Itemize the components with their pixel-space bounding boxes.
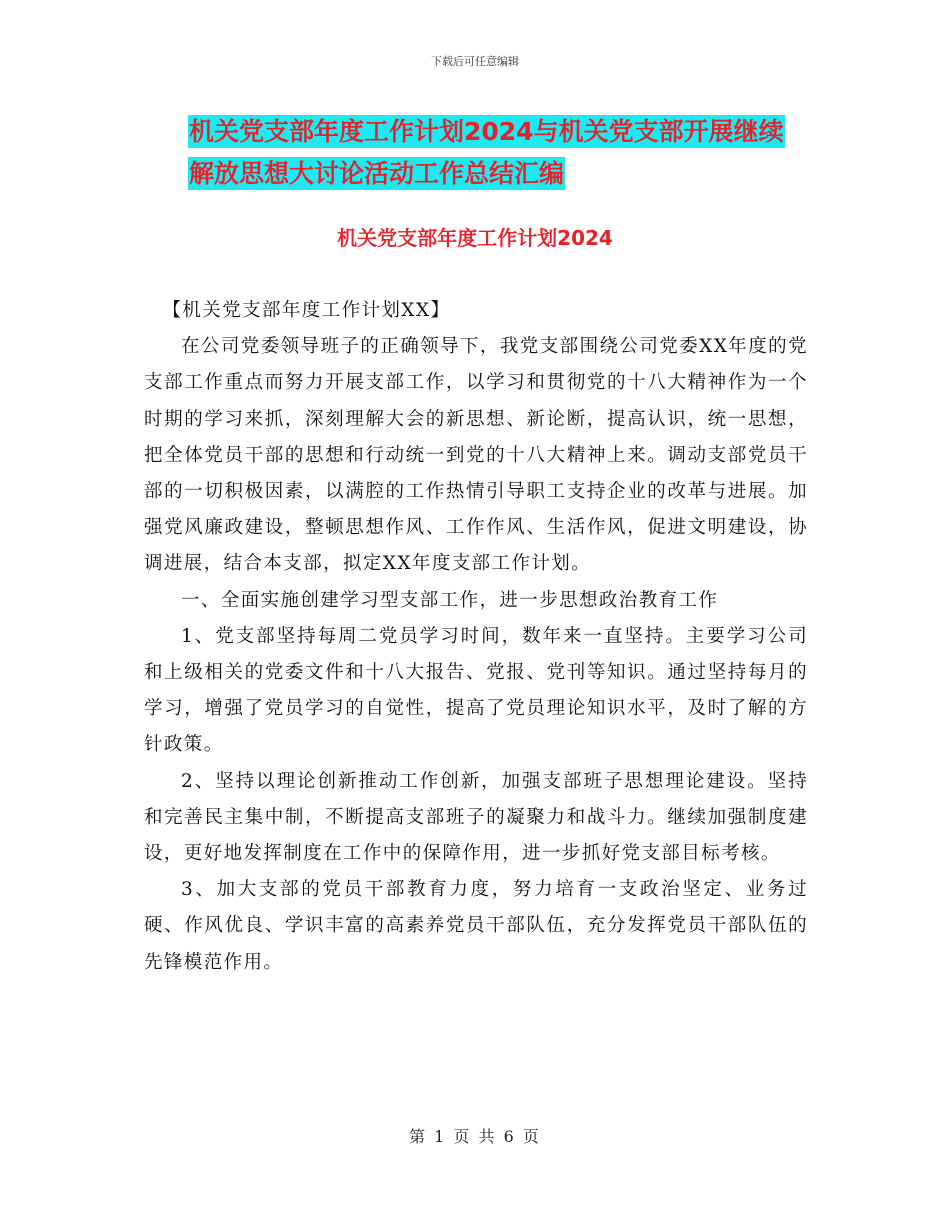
document-title-text-1: 机关党支部年度工作计划2024与机关党支部开展继续 (189, 117, 784, 146)
paragraph-subtitle: 【机关党支部年度工作计划XX】 (162, 300, 451, 321)
header-note: 下载后可任意编辑 (431, 55, 519, 68)
paragraph-heading-1: 一、全面实施创建学习型支部工作，进一步思想政治教育工作 (181, 589, 719, 611)
section-title: 机关党支部年度工作计划2024 (337, 226, 613, 250)
paragraph-item-3: 3、加大支部的党员干部教育力度，努力培育一支政治坚定、业务过硬、作风优良、学识丰富的高素养党员干部队伍，充分发挥党员干部队伍的先锋模范作用。 (144, 879, 808, 973)
document-title-text-2: 解放思想大讨论活动工作总结汇编 (189, 159, 565, 188)
document-title-line-1 (188, 110, 818, 154)
paragraph-item-1: 1、党支部坚持每周二党员学习时间，数年来一直坚持。主要学习公司和上级相关的党委文件和十八大报告、党报、党刊等知识。通过坚持每月的学习，增强了党员学习的自觉性，提高了党员理论知识水平，及时了解的方针政策。 (144, 625, 808, 756)
page-indicator: 第 1 页 共 6 页 (409, 1127, 541, 1146)
document-body (144, 293, 808, 981)
paragraph-intro: 在公司党委领导班子的正确领导下，我党支部围绕公司党委XX年度的党支部工作重点而努力开展支部工作，以学习和贯彻党的十八大精神作为一个时期的学习来抓，深刻理解大会的新思想、新论断，提高认识，统一思想，把全体党员干部的思想和行动统一到党的十八大精神上来。调动支部党员干部的一切积极因素，以满腔的工作热情引导职工支持企业的改革与进展。加强党风廉政建设，整顿思想作风、工作作风、生活作风，促进文明建设，协调进展，结合本支部，拟定XX年度支部工作计划。 (144, 336, 808, 575)
paragraph-item-2: 2、坚持以理论创新推动工作创新，加强支部班子思想理论建设。坚持和完善民主集中制，不断提高支部班子的凝聚力和战斗力。继续加强制度建设，更好地发挥制度在工作中的保障作用，进一步抓好党支部目标考核。 (144, 770, 808, 865)
document-title-line-2 (188, 152, 818, 196)
